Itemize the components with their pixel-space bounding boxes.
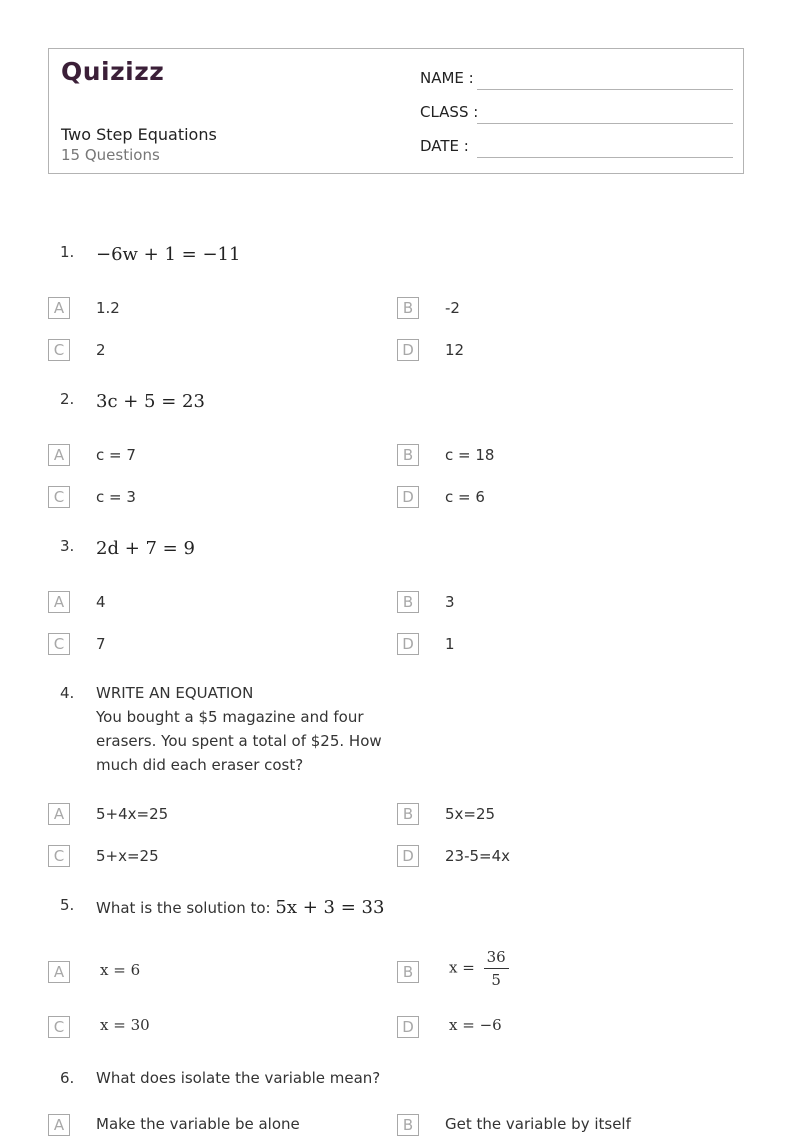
question-equation: 3c + 5 = 23 [96, 391, 205, 412]
question-text [96, 390, 205, 414]
date-label: DATE : [420, 137, 469, 155]
option-c-text: 7 [96, 635, 106, 653]
option-d-box[interactable]: D [397, 633, 419, 655]
option-b-text: c = 18 [445, 446, 495, 464]
option-a-text: 5+4x=25 [96, 805, 169, 823]
question-line: much did each eraser cost? [96, 756, 304, 774]
class-label: CLASS : [420, 103, 479, 121]
option-b-prefix: x = [449, 958, 475, 977]
option-c-text: 5+x=25 [96, 847, 159, 865]
option-c-box[interactable]: C [48, 1016, 70, 1038]
option-b-text: 3 [445, 593, 455, 611]
question-number: 2. [60, 390, 75, 408]
fraction-denominator: 5 [491, 971, 501, 989]
option-a-text: 4 [96, 593, 106, 611]
option-b-text: -2 [445, 299, 460, 317]
question-number: 3. [60, 537, 75, 555]
question-line: You bought a $5 magazine and four [96, 708, 364, 726]
question-number: 4. [60, 684, 75, 702]
option-c-text: x = 30 [100, 1016, 150, 1034]
option-d-box[interactable]: D [397, 486, 419, 508]
option-a-text: Make the variable be alone [96, 1115, 300, 1133]
fraction-numerator: 36 [484, 946, 509, 969]
option-c-text: 2 [96, 341, 106, 359]
quizizz-logo: Quizizz [61, 57, 165, 86]
option-a-box[interactable]: A [48, 803, 70, 825]
question-text [96, 681, 382, 777]
option-c-box[interactable]: C [48, 845, 70, 867]
option-d-box[interactable]: D [397, 845, 419, 867]
option-a-box[interactable]: A [48, 1114, 70, 1136]
question-text [96, 243, 240, 267]
question-prompt: What is the solution to: [96, 899, 271, 917]
option-a-box[interactable]: A [48, 297, 70, 319]
question-text [96, 537, 195, 561]
option-b-text [449, 946, 509, 991]
option-a-text: 1.2 [96, 299, 120, 317]
question-equation: 5x + 3 = 33 [275, 897, 385, 918]
option-a-box[interactable]: A [48, 961, 70, 983]
option-a-text: x = 6 [100, 961, 141, 979]
worksheet-header [48, 48, 744, 174]
question-count: 15 Questions [61, 146, 160, 164]
option-b-box[interactable]: B [397, 591, 419, 613]
option-c-box[interactable]: C [48, 633, 70, 655]
question-number: 1. [60, 243, 75, 261]
option-b-box[interactable]: B [397, 297, 419, 319]
question-text [96, 896, 384, 920]
option-c-box[interactable]: C [48, 339, 70, 361]
name-line[interactable] [477, 89, 733, 90]
date-line[interactable] [477, 157, 733, 158]
question-text [96, 1066, 380, 1090]
option-b-box[interactable]: B [397, 444, 419, 466]
option-c-text: c = 3 [96, 488, 136, 506]
question-line: WRITE AN EQUATION [96, 684, 254, 702]
question-number: 6. [60, 1069, 75, 1087]
option-b-box[interactable]: B [397, 961, 419, 983]
question-number: 5. [60, 896, 75, 914]
option-b-text: 5x=25 [445, 805, 496, 823]
question-equation: 2d + 7 = 9 [96, 538, 195, 559]
option-d-text: c = 6 [445, 488, 485, 506]
option-a-text: c = 7 [96, 446, 136, 464]
question-prompt: What does isolate the variable mean? [96, 1069, 381, 1087]
option-c-box[interactable]: C [48, 486, 70, 508]
option-b-box[interactable]: B [397, 1114, 419, 1136]
option-d-box[interactable]: D [397, 1016, 419, 1038]
question-equation: −6w + 1 = −11 [96, 244, 241, 265]
name-label: NAME : [420, 69, 474, 87]
option-b-box[interactable]: B [397, 803, 419, 825]
option-d-text: 23-5=4x [445, 847, 511, 865]
option-d-text: 1 [445, 635, 455, 653]
option-d-text: 12 [445, 341, 465, 359]
question-line: erasers. You spent a total of $25. How [96, 732, 382, 750]
class-line[interactable] [477, 123, 733, 124]
option-d-box[interactable]: D [397, 339, 419, 361]
option-b-text: Get the variable by itself [445, 1115, 631, 1133]
option-a-box[interactable]: A [48, 444, 70, 466]
option-a-box[interactable]: A [48, 591, 70, 613]
option-b-fraction [484, 946, 509, 991]
option-d-text: x = −6 [449, 1016, 502, 1034]
worksheet-title: Two Step Equations [61, 125, 217, 144]
